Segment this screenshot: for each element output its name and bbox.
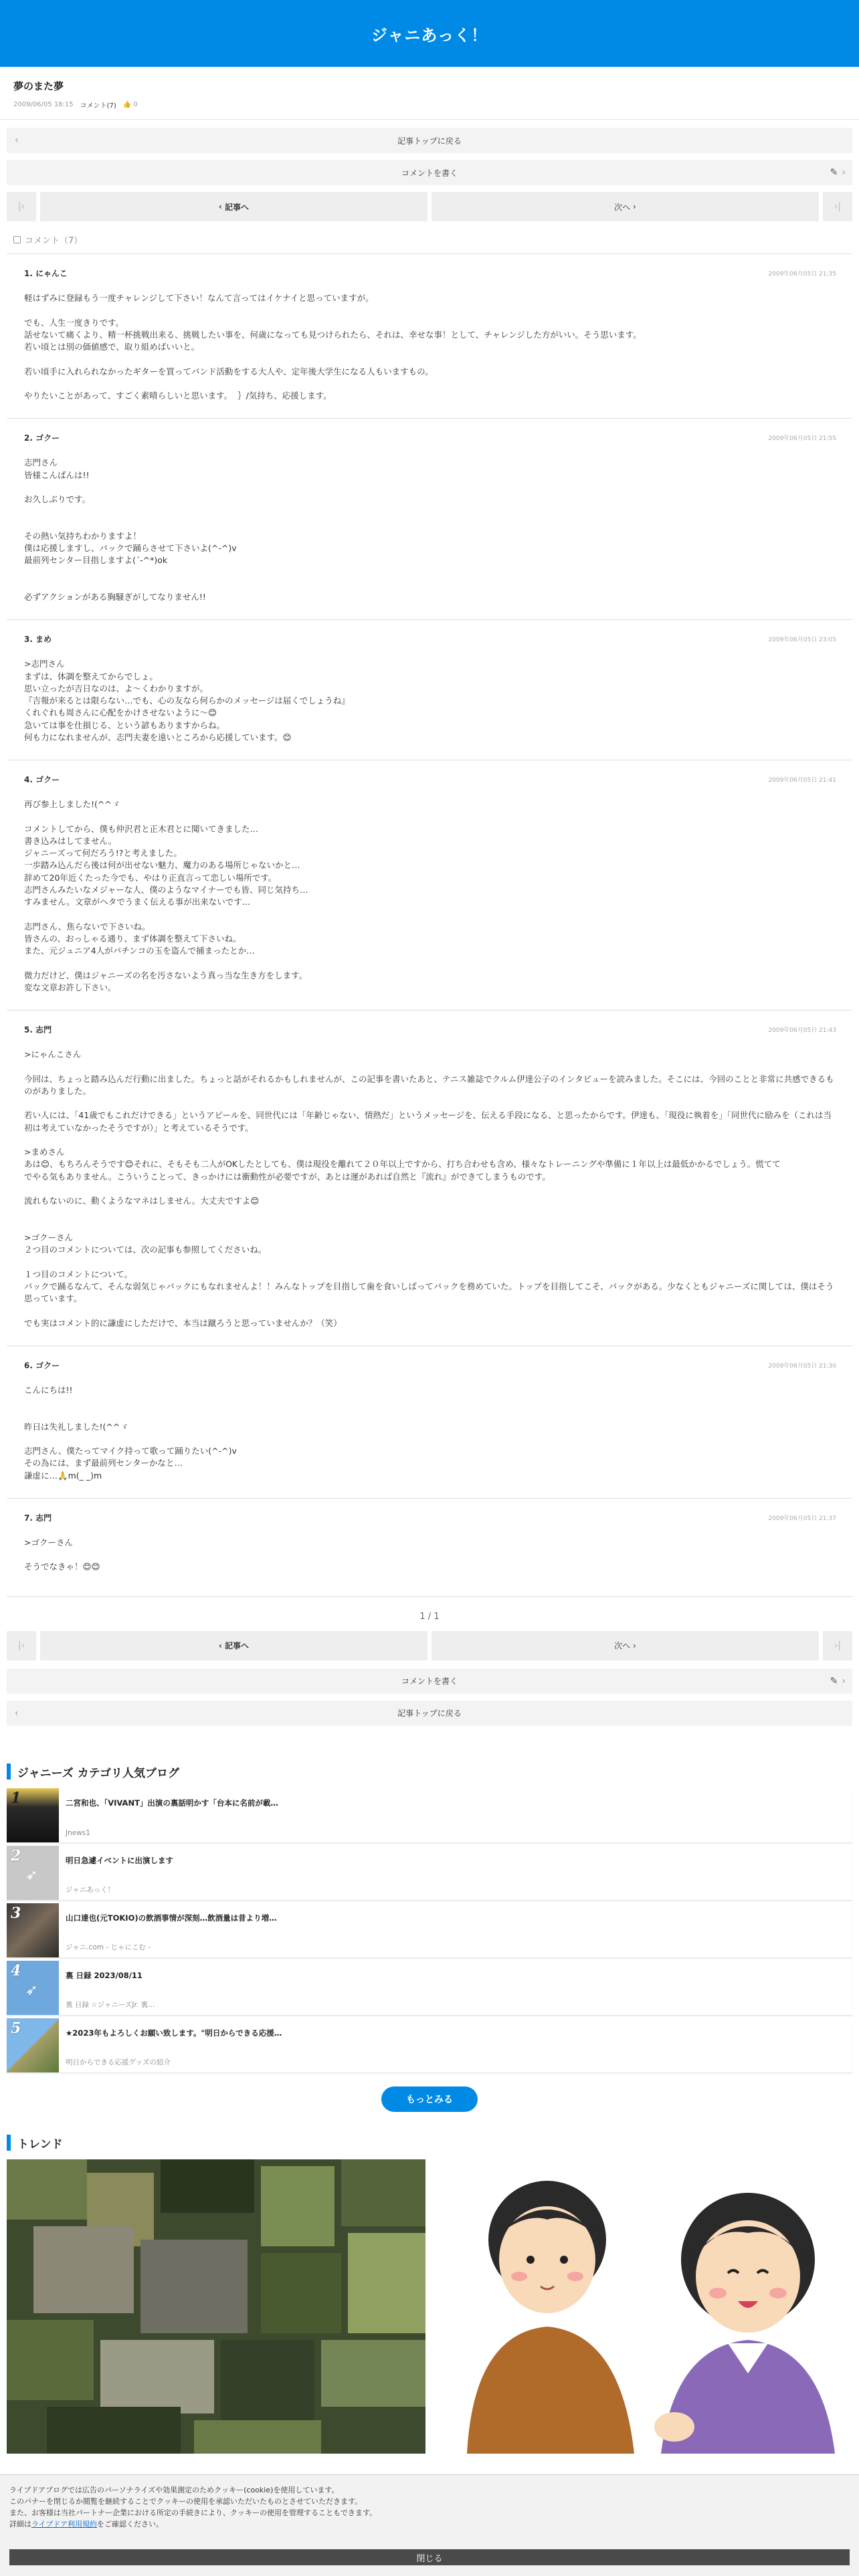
cookie-text-3: また、お客様は当社パートナー企業における所定の手続きにより、クッキーの使用を管理することもできます。 — [9, 2508, 377, 2518]
comment-item — [7, 1010, 852, 1346]
rank-number: 2 — [11, 1846, 21, 1864]
ranking-thumbnail — [7, 1788, 59, 1842]
cookie-text-4 — [9, 2518, 850, 2530]
cookie-text-4-pre: 詳細は — [9, 2520, 31, 2529]
first-page-icon[interactable]: |‹ — [7, 1631, 36, 1660]
comments-header — [0, 229, 859, 249]
ranking-item[interactable] — [7, 1788, 852, 1843]
chevron-right-icon: › — [630, 1640, 636, 1650]
ranking-item-title: 裏 日録 2023/08/11 — [66, 1970, 142, 1980]
cookie-text-1: ライブドアブログでは広告のパーソナライズや効果測定のためクッキー(cookie)を使用しています。 — [9, 2486, 339, 2494]
like-count-value: 0 — [133, 101, 138, 108]
comment-date: 2009年06月05日 21:37 — [768, 1515, 836, 1522]
rank-number: 5 — [11, 2019, 21, 2037]
prev-article-label: 記事へ — [225, 202, 250, 212]
comment-item — [7, 760, 852, 1010]
feather-icon: ➶ — [25, 1866, 38, 1884]
comment-author: 1. にゃんこ — [24, 269, 68, 278]
site-header — [0, 0, 859, 67]
ranking-item[interactable] — [7, 2018, 852, 2073]
cookie-text-2: このバナーを閉じるか閲覧を継続することでクッキーの使用を承認いただいたものとさせていただきます。 — [9, 2497, 363, 2506]
feather-icon: ➶ — [25, 1981, 38, 1999]
pencil-icon: ✎ — [830, 1675, 838, 1687]
next-article-label: 次へ — [614, 202, 631, 212]
comment-item — [7, 1346, 852, 1499]
like-icon: 👍 — [122, 101, 132, 108]
prev-article-button[interactable] — [40, 1631, 427, 1660]
chevron-left-icon: ‹ — [15, 135, 19, 146]
ranking-item-source: Jnews1 — [66, 1828, 90, 1837]
more-button[interactable]: もっとみる — [381, 2086, 478, 2112]
first-page-icon[interactable]: |‹ — [7, 192, 36, 221]
ranking-item-title: ★2023年もよろしくお願い致します。"明日からできる応援… — [66, 2028, 282, 2038]
comment-body: >志門さん まずは、体調を整えてからでしょ。 思い立ったが吉日なのは、よ～くわかりますが。 『吉報が来るとは限らない…でも、心の友なら何らかのメッセージは届くでしょうね』 くれぐれも周さんに心配をかけさせないように～😊 急いては事を仕損じる、という諺もありますからね。 何も力になれませんが、志門夫妻を遠いところから応援しています。😊 — [24, 659, 350, 742]
chevron-right-icon: › — [630, 202, 636, 211]
section-accent — [7, 2135, 11, 2151]
terms-link[interactable]: ライブドア利用規約 — [31, 2520, 98, 2529]
comment-author: 5. 志門 — [24, 1025, 52, 1035]
ranking-item-source: ジャニあっく！ — [66, 1885, 115, 1894]
ranking-list — [7, 1788, 852, 2073]
comment-list — [7, 253, 852, 1597]
prev-article-button[interactable] — [40, 192, 427, 221]
trend-title: トレンド — [17, 2137, 63, 2151]
site-title[interactable]: ジャニあっく！ — [371, 25, 488, 45]
comments-header-label: コメント（7） — [25, 235, 83, 246]
chevron-right-icon: › — [842, 167, 846, 178]
article-pager-bottom — [7, 1631, 852, 1660]
article-date: 2009/06/05 18:15 — [13, 101, 74, 108]
last-page-icon[interactable]: ›| — [823, 1631, 852, 1660]
next-article-label: 次へ — [614, 1641, 631, 1650]
ranking-item-title: 二宮和也、「VIVANT」出演の裏話明かす「台本に名前が載… — [66, 1798, 278, 1808]
pencil-icon: ✎ — [830, 167, 838, 178]
ranking-item-source: ジャニ.com - じゃにこむ - — [66, 1943, 151, 1951]
cookie-text-4-post: をご確認ください。 — [97, 2520, 164, 2529]
last-page-icon[interactable]: ›| — [823, 192, 852, 221]
rank-number: 1 — [11, 1789, 21, 1807]
ranking-item-title: 山口達也(元TOKIO)の飲酒事情が深刻…飲酒量は昔より増… — [66, 1913, 277, 1923]
comment-body: こんにちは!! 昨日は失礼しました!(^^ゞ 志門さん、僕たってマイク持って歌って踊りたい(^-^)v その為には、まず最前列センターかなと… 謙虚に…🙏m(_ _)m — [24, 1384, 237, 1481]
ranking-item-title: 明日急遽イベントに出演します — [66, 1855, 173, 1865]
article-header — [0, 67, 859, 120]
next-article-button[interactable] — [432, 1631, 819, 1660]
ranking-item[interactable] — [7, 1961, 852, 2016]
comment-item — [7, 1499, 852, 1597]
comment-author: 6. ゴクー — [24, 1360, 60, 1370]
comment-count-link[interactable]: コメント(7) — [80, 102, 116, 110]
comment-date: 2009年06月05日 21:43 — [768, 1027, 836, 1034]
back-to-top-label: 記事トップに戻る — [397, 136, 462, 146]
ranking-item[interactable] — [7, 1903, 852, 1958]
trend-card[interactable] — [7, 2159, 425, 2454]
trend-thumbnail — [434, 2159, 852, 2454]
next-article-button[interactable] — [432, 192, 819, 221]
ranking-thumbnail — [7, 2018, 59, 2072]
rank-number: 4 — [11, 1961, 21, 1979]
comment-body: >ゴクーさん そうでなきゃ！😊😊 — [24, 1537, 100, 1572]
ranking-item-source: 裏 日録 ☆ジャニーズJr. 裏… — [66, 2000, 155, 2009]
write-comment-button-bottom[interactable] — [7, 1669, 852, 1694]
prev-article-label: 記事へ — [225, 1641, 250, 1650]
back-to-top-label: 記事トップに戻る — [397, 1709, 462, 1718]
article-pager — [7, 192, 852, 221]
comment-author: 2. ゴクー — [24, 433, 60, 443]
ranking-thumbnail — [7, 1846, 59, 1900]
ranking-section-title — [7, 1763, 852, 1780]
write-comment-button[interactable] — [7, 160, 852, 185]
chevron-right-icon: › — [842, 1675, 846, 1687]
page-count: 1 / 1 — [419, 1611, 440, 1622]
comment-date: 2009年06月05日 21:41 — [768, 777, 836, 784]
comment-icon — [13, 236, 21, 243]
comment-body: 志門さん 皆様こんばんは!! お久しぶりです。 その熱い気持ちわかりますよ！ 僕は応援しますし、バックで踊らさせて下さいよ(^-^)v 最前列センター目指しますよ(´-^*)ok 必ずアクションがある胸騒ぎがしてなりません!! — [24, 457, 237, 602]
article-meta — [13, 100, 846, 110]
like-count[interactable] — [123, 101, 138, 108]
comment-item — [7, 419, 852, 620]
back-to-top-button[interactable] — [7, 128, 852, 153]
trend-thumbnail — [7, 2159, 425, 2454]
comment-body: 軽はずみに登録もう一度チャレンジして下さい！なんて言ってはイケナイと思っていますが。 でも、人生一度きりです。 話せないて痛くより、精一杯挑戦出来る、挑戦したい事を、何歳になっても見つけられたら、それは、幸せな事！として、チャレンジした方がいい。そう思います。 若い頃とは別の価値感で、取り組めばいいと。 若い頃手に入れられなかったギターを買ってバンド活動をする大人や、定年後大学生になる人もいますもの。 やりたいことがあって、すごく素晴らしいと思います。 ｝/気持ち、応援します。 — [24, 293, 642, 401]
chevron-left-icon: ‹ — [218, 202, 225, 211]
ranking-item[interactable] — [7, 1846, 852, 1901]
write-comment-label: コメントを書く — [401, 168, 458, 178]
comment-date: 2009年06月05日 21:35 — [768, 271, 836, 278]
comment-body: >にゃんこさん 今回は、ちょっと踏み込んだ行動に出ました。ちょっと話がそれるかもしれませんが、この記事を書いたあと、テニス雑誌でクルム伊達公子のインタビューを読みました。そこには、今回のことと非常に共感できるものがありました。 若い人には、「41歳でもこれだけできる」というアピールを、同世代には「年齢じゃない、情熱だ」というメッセージを、伝える手段になる、と思ったからです。伊達も、「現役に執着を」「同世代に励みを（これは当初は考えていなかったそうですが）」と考えているそうです。 >まめさん あは😊、もちろんそうです😊それに、そもそも二人がOKしたとしても、僕は現役を離れて２０年以上ですから、打ち合わせも含め、様々なトレーニングや準備に１年以上は最低かかるでしょう。慌てて でやる気もありません。こういうことって、きっかけには衝動性が必要ですが、あとは運があれば自然と『流れ』ができてしまうものです。 流れもないのに、動くようなマネはしません。大丈夫ですよ😊 >ゴクーさん ２つ目のコメントについては、次の記事も参照してくださいね。 １つ目のコメントについて。 バックで踊るなんて、そんな弱気じゃバックにもなれませんよ！！みんなトップを目指して歯を食いしばってバックを務めていた。トップを目指してこそ、バックがある。少なくともジャニーズに関しては、僕はそう思っています。 でも実はコメント的に謙虚にしただけで、本当は蹴ろうと思っていませんか？（笑） — [24, 1049, 834, 1328]
comment-date: 2009年06月05日 21:30 — [768, 1362, 836, 1370]
section-accent — [7, 1763, 11, 1780]
comment-item — [7, 254, 852, 419]
chevron-left-icon: ‹ — [15, 1707, 19, 1719]
ranking-thumbnail — [7, 1961, 59, 2015]
write-comment-label: コメントを書く — [401, 1677, 458, 1686]
trend-card[interactable] — [434, 2159, 852, 2454]
comment-author: 3. まめ — [24, 635, 52, 645]
comment-date: 2009年06月05日 23:05 — [768, 637, 836, 644]
comment-date: 2009年06月05日 21:55 — [768, 435, 836, 443]
ranking-thumbnail — [7, 1903, 59, 1957]
trend-section-title — [7, 2135, 852, 2151]
ranking-title: ジャニーズ カテゴリ人気ブログ — [17, 1766, 180, 1780]
chevron-left-icon: ‹ — [218, 1640, 225, 1650]
ranking-item-source: 明日からできる応援グッズの紹介 — [66, 2058, 171, 2066]
trend-grid — [7, 2159, 852, 2454]
rank-number: 3 — [11, 1904, 21, 1922]
comment-item — [7, 620, 852, 760]
comment-author: 7. 志門 — [24, 1513, 52, 1523]
cookie-banner — [0, 2474, 859, 2576]
comment-author: 4. ゴクー — [24, 775, 60, 784]
back-to-top-button-bottom[interactable] — [7, 1701, 852, 1726]
article-title: 夢のまた夢 — [13, 80, 64, 92]
cookie-close-button[interactable]: 閉じる — [9, 2549, 850, 2565]
comment-body: 再び参上しました!(^^ゞ コメントしてから、僕も仲沢君と正木君とに聞いてきました… 書き込みはしてません。 ジャニーズって何だろう!?と考えました。 一歩踏み込んだら後は何が出せない魅力、魔力のある場所じゃないかと… 辞めて20年近くたった今でも、やはり正直言って恋しい場所です。 志門さんみたいなメジャーな人、僕のようなマイナーでも皆、同じ気持ち… すみません。文章がヘタでうまく伝える事が出来ないです… 志門さん、焦らないで下さいね。 皆さんの、おっしゃる通り、まず体調を整えて下さいね。 また、元ジュニア4人がパチンコの玉を盗んで捕まったとか… 微力だけど、僕はジャニーズの名を汚さないよう真っ当な生き方をします。 変な文章お許し下さい。 — [24, 799, 308, 992]
